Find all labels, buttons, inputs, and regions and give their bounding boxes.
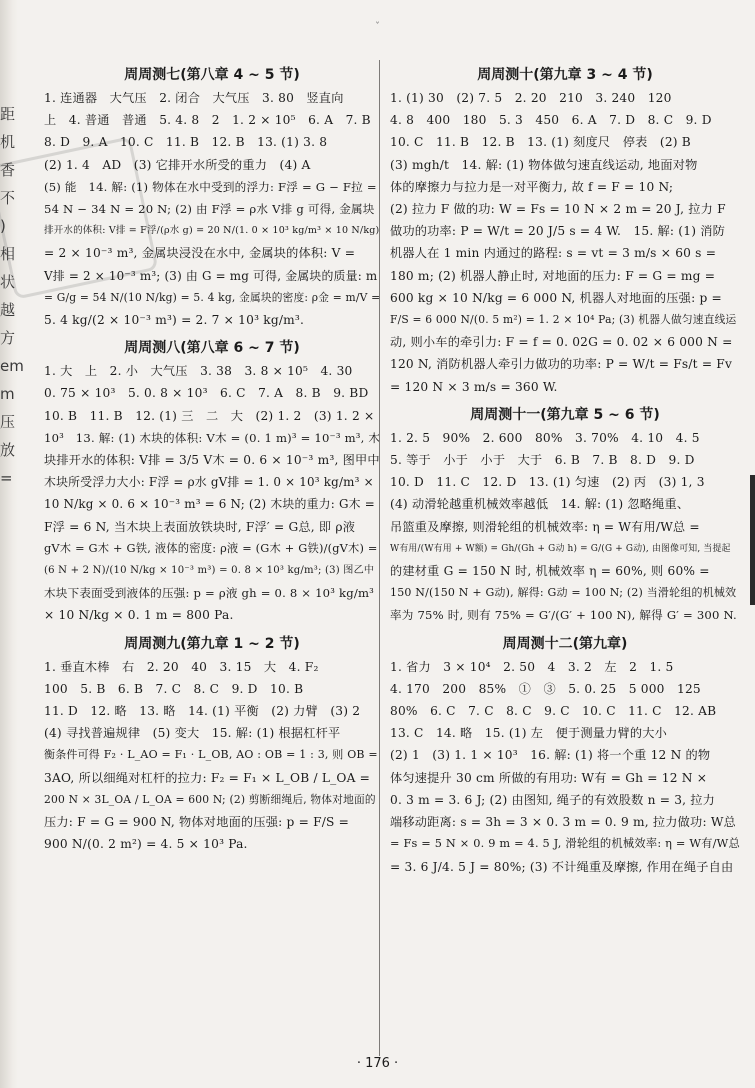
answer-line: 4. 8 400 180 5. 3 450 6. A 7. D 8. C 9. D [390, 113, 712, 128]
answer-line: 1. 连通器 大气压 2. 闭合 大气压 3. 80 竖直向 [44, 91, 344, 105]
section-title: 周周测十一(第九章 5 ~ 6 节) [470, 406, 660, 423]
answer-line: 块排开水的体积: V排 = 3/5 V木 = 0. 6 × 10⁻³ m³, 图甲中 [44, 453, 380, 468]
answer-line: 13. C 14. 略 15. (1) 左 便于测量力臂的大小 [390, 726, 668, 741]
section-title: 周周测十二(第九章) [502, 635, 628, 652]
answer-line: (4) 寻找普遍规律 (5) 变大 15. 解: (1) 根据杠杆平 [44, 726, 341, 741]
section-week-10 [390, 64, 740, 398]
section-body [44, 87, 380, 331]
answer-line: 180 m; (2) 机器人静止时, 对地面的压力: F = G = mg = [390, 268, 716, 283]
answer-line: 体的摩擦力与拉力是一对平衡力, 故 f = F = 10 N; [390, 179, 674, 194]
left-column [44, 62, 380, 862]
answer-line: W有用/(W有用 + W额) = Gh/(Gh + G动 h) = G/(G + G动), 由图像可知, 当提起 [390, 543, 731, 554]
answer-line: (3) mgh/t 14. 解: (1) 物体做匀速直线运动, 地面对物 [390, 157, 698, 172]
answer-line: 600 kg × 10 N/kg = 6 000 N, 机器人对地面的压强: p = [390, 290, 722, 305]
answer-line: 的建材重 G = 150 N 时, 机械效率 η = 60%, 则 60% = [390, 564, 710, 579]
answer-line: 吊篮重及摩擦, 则滑轮组的机械效率: η = W有用/W总 = [390, 519, 700, 534]
edge-fragment: 不 [0, 189, 16, 207]
answer-line: gV木 = G木 + G铁, 液体的密度: ρ液 = (G木 + G铁)/(gV木) = [44, 541, 378, 555]
answer-line: 1. 省力 3 × 10⁴ 2. 50 4 3. 2 左 2 1. 5 [390, 659, 674, 674]
answer-line: = 3. 6 J/4. 5 J = 80%; (3) 不计绳重及摩擦, 作用在绳子自由 [390, 859, 734, 874]
answer-line: (4) 动滑轮越重机械效率越低 14. 解: (1) 忽略绳重、 [390, 497, 690, 512]
answer-line: 排开水的体积: V排 = F浮/(ρ水 g) = 20 N/(1. 0 × 10³ kg/m³ × 10 N/kg) [44, 225, 380, 237]
answer-line: 1. 大 上 2. 小 大气压 3. 38 3. 8 × 10⁵ 4. 30 [44, 364, 353, 379]
answer-line: F/S = 6 000 N/(0. 5 m²) = 1. 2 × 10⁴ Pa; (3) 机器人做匀速直线运 [390, 313, 737, 327]
answer-line: 10³ 13. 解: (1) 木块的体积: V木 = (0. 1 m)³ = 10⁻³ m³, 木 [44, 430, 381, 445]
answer-line: F浮 = 6 N, 当木块上表面放铁块时, F浮′ = G总, 即 ρ液 [44, 519, 356, 534]
right-edge-tab [750, 475, 755, 605]
right-column [390, 62, 740, 884]
edge-fragment: 距 [0, 105, 16, 123]
answer-line: 80% 6. C 7. C 8. C 9. C 10. C 11. C 12. AB [390, 704, 717, 719]
answer-line: 150 N/(150 N + G动), 解得: G动 = 100 N; (2) 当滑轮组的机械效 [390, 586, 737, 600]
section-week-7 [44, 64, 380, 331]
section-body [390, 427, 740, 627]
section-title: 周周测十(第九章 3 ~ 4 节) [477, 67, 653, 83]
answer-line: 率为 75% 时, 则有 75% = G′/(G′ + 100 N), 解得 G′ = 300 N. [390, 608, 737, 623]
answer-line: (2) 拉力 F 做的功: W = Fs = 10 N × 2 m = 20 J, 拉力 F [390, 202, 726, 217]
section-title: 周周测九(第九章 1 ~ 2 节) [124, 635, 300, 652]
answer-line: 上 4. 普通 普通 5. 4. 8 2 1. 2 × 10⁵ 6. A 7. B [44, 113, 371, 128]
edge-fragment: 相 [0, 245, 16, 263]
answer-line: 900 N/(0. 2 m²) = 4. 5 × 10³ Pa. [44, 837, 248, 852]
answer-line: 10. D 11. C 12. D 13. (1) 匀速 (2) 丙 (3) 1, 3 [390, 475, 705, 490]
answer-line: 木块下表面受到液体的压强: p = ρ液 gh = 0. 8 × 10³ kg/m³ [44, 586, 374, 601]
page-number: · 176 · [356, 1056, 399, 1071]
answer-line: 端移动距离: s = 3h = 3 × 0. 3 m = 0. 9 m, 拉力做功: W总 [390, 815, 736, 830]
answer-line: 0. 75 × 10³ 5. 0. 8 × 10³ 6. C 7. A 8. B 9. BD [44, 386, 369, 401]
edge-fragment: m [0, 385, 15, 403]
answer-line: 0. 3 m = 3. 6 J; (2) 由图知, 绳子的有效股数 n = 3, 拉力 [390, 792, 716, 807]
answer-line: 1. (1) 30 (2) 7. 5 2. 20 210 3. 240 120 [390, 91, 672, 105]
answer-line: 5. 等于 小于 小于 大于 6. B 7. B 8. D 9. D [390, 453, 695, 468]
answer-line: 8. D 9. A 10. C 11. B 12. B 13. (1) 3. 8 [44, 135, 328, 150]
answer-line: 做功的功率: P = W/t = 20 J/5 s = 4 W. 15. 解: (1) 消防 [390, 224, 726, 239]
edge-fragment: 压 [0, 413, 16, 431]
answer-line: 3AO, 所以细绳对杠杆的拉力: F₂ = F₁ × L_OB / L_OA = [44, 770, 371, 785]
edge-fragment: ) [0, 217, 6, 235]
section-body [44, 360, 380, 626]
answer-line: 11. D 12. 略 13. 略 14. (1) 平衡 (2) 力臂 (3) 2 [44, 704, 361, 719]
answer-line: 体匀速提升 30 cm 所做的有用功: W有 = Gh = 12 N × [390, 770, 708, 785]
answer-line: 5. 4 kg/(2 × 10⁻³ m³) = 2. 7 × 10³ kg/m³. [44, 313, 305, 328]
adjacent-page-fragments [0, 100, 34, 492]
answer-line: = 120 N × 3 m/s = 360 W. [390, 379, 558, 394]
section-body [390, 87, 740, 398]
section-body [44, 656, 380, 856]
answer-line: 机器人在 1 min 内通过的路程: s = vt = 3 m/s × 60 s = [390, 246, 717, 261]
section-title: 周周测七(第八章 4 ~ 5 节) [124, 67, 300, 83]
answer-line: = Fs = 5 N × 0. 9 m = 4. 5 J, 滑轮组的机械效率: η = W有/W总 [390, 837, 740, 851]
section-body [390, 656, 740, 878]
top-dot-mark: ˇ [375, 22, 380, 33]
answer-line: 120 N, 消防机器人牵引力做功的功率: P = W/t = Fs/t = Fv [390, 357, 733, 372]
answer-line: 衡条件可得 F₂ · L_AO = F₁ · L_OB, AO : OB = 1 : 3, 则 OB = [44, 748, 378, 762]
section-week-11 [390, 404, 740, 627]
edge-fragment: 放 [0, 441, 16, 459]
answer-line: (2) 1 (3) 1. 1 × 10³ 16. 解: (1) 将一个重 12 N 的物 [390, 748, 711, 763]
edge-fragment: 方 [0, 329, 16, 347]
edge-fragment: 香 [0, 161, 16, 179]
edge-fragment: = [0, 469, 13, 487]
answer-line: 200 N × 3L_OA / L_OA = 600 N; (2) 剪断细绳后, 物体对地面的 [44, 792, 376, 806]
answer-line: = 2 × 10⁻³ m³, 金属块浸没在水中, 金属块的体积: V = [44, 246, 356, 261]
section-week-9 [44, 633, 380, 856]
answer-line: 100 5. B 6. B 7. C 8. C 9. D 10. B [44, 681, 304, 696]
edge-fragment: 状 [0, 273, 16, 291]
answer-line: 10. B 11. B 12. (1) 三 二 大 (2) 1. 2 (3) 1. 2 × [44, 408, 375, 423]
answer-line: × 10 N/kg × 0. 1 m = 800 Pa. [44, 608, 234, 623]
answer-line: 4. 170 200 85% ① ③ 5. 0. 25 5 000 125 [390, 681, 701, 696]
answer-line: (2) 1. 4 AD (3) 它排开水所受的重力 (4) A [44, 157, 311, 172]
answer-line: = G/g = 54 N/(10 N/kg) = 5. 4 kg, 金属块的密度: ρ金 = m/V = [44, 290, 381, 304]
edge-fragment: em [0, 357, 24, 375]
edge-fragment: 越 [0, 301, 16, 319]
answer-line: 木块所受浮力大小: F浮 = ρ水 gV排 = 1. 0 × 10³ kg/m³ × [44, 475, 374, 490]
answer-line: 1. 垂直木棒 右 2. 20 40 3. 15 大 4. F₂ [44, 659, 319, 674]
answer-line: 动, 则小车的牵引力: F = f = 0. 02G = 0. 02 × 6 000 N = [390, 335, 733, 350]
answer-line: V排 = 2 × 10⁻³ m³; (3) 由 G = mg 可得, 金属块的质量: m [44, 268, 378, 283]
answer-line: 10 N/kg × 0. 6 × 10⁻³ m³ = 6 N; (2) 木块的重力: G木 = [44, 497, 375, 512]
section-week-8 [44, 337, 380, 626]
answer-line: 10. C 11. B 12. B 13. (1) 刻度尺 停表 (2) B [390, 135, 691, 150]
answer-line: 压力: F = G = 900 N, 物体对地面的压强: p = F/S = [44, 815, 350, 830]
answer-line: (5) 能 14. 解: (1) 物体在水中受到的浮力: F浮 = G − F拉 = [44, 179, 377, 194]
answer-line: 1. 2. 5 90% 2. 600 80% 3. 70% 4. 10 4. 5 [390, 430, 700, 445]
section-title: 周周测八(第八章 6 ~ 7 节) [124, 340, 300, 357]
column-divider [379, 60, 380, 1056]
edge-fragment: 机 [0, 133, 16, 151]
answer-line: 54 N − 34 N = 20 N; (2) 由 F浮 = ρ水 V排 g 可得, 金属块 [44, 202, 375, 217]
section-week-12 [390, 633, 740, 878]
answer-line: (6 N + 2 N)/(10 N/kg × 10⁻³ m³) = 0. 8 × 10³ kg/m³; (3) 图乙中 [44, 565, 375, 577]
